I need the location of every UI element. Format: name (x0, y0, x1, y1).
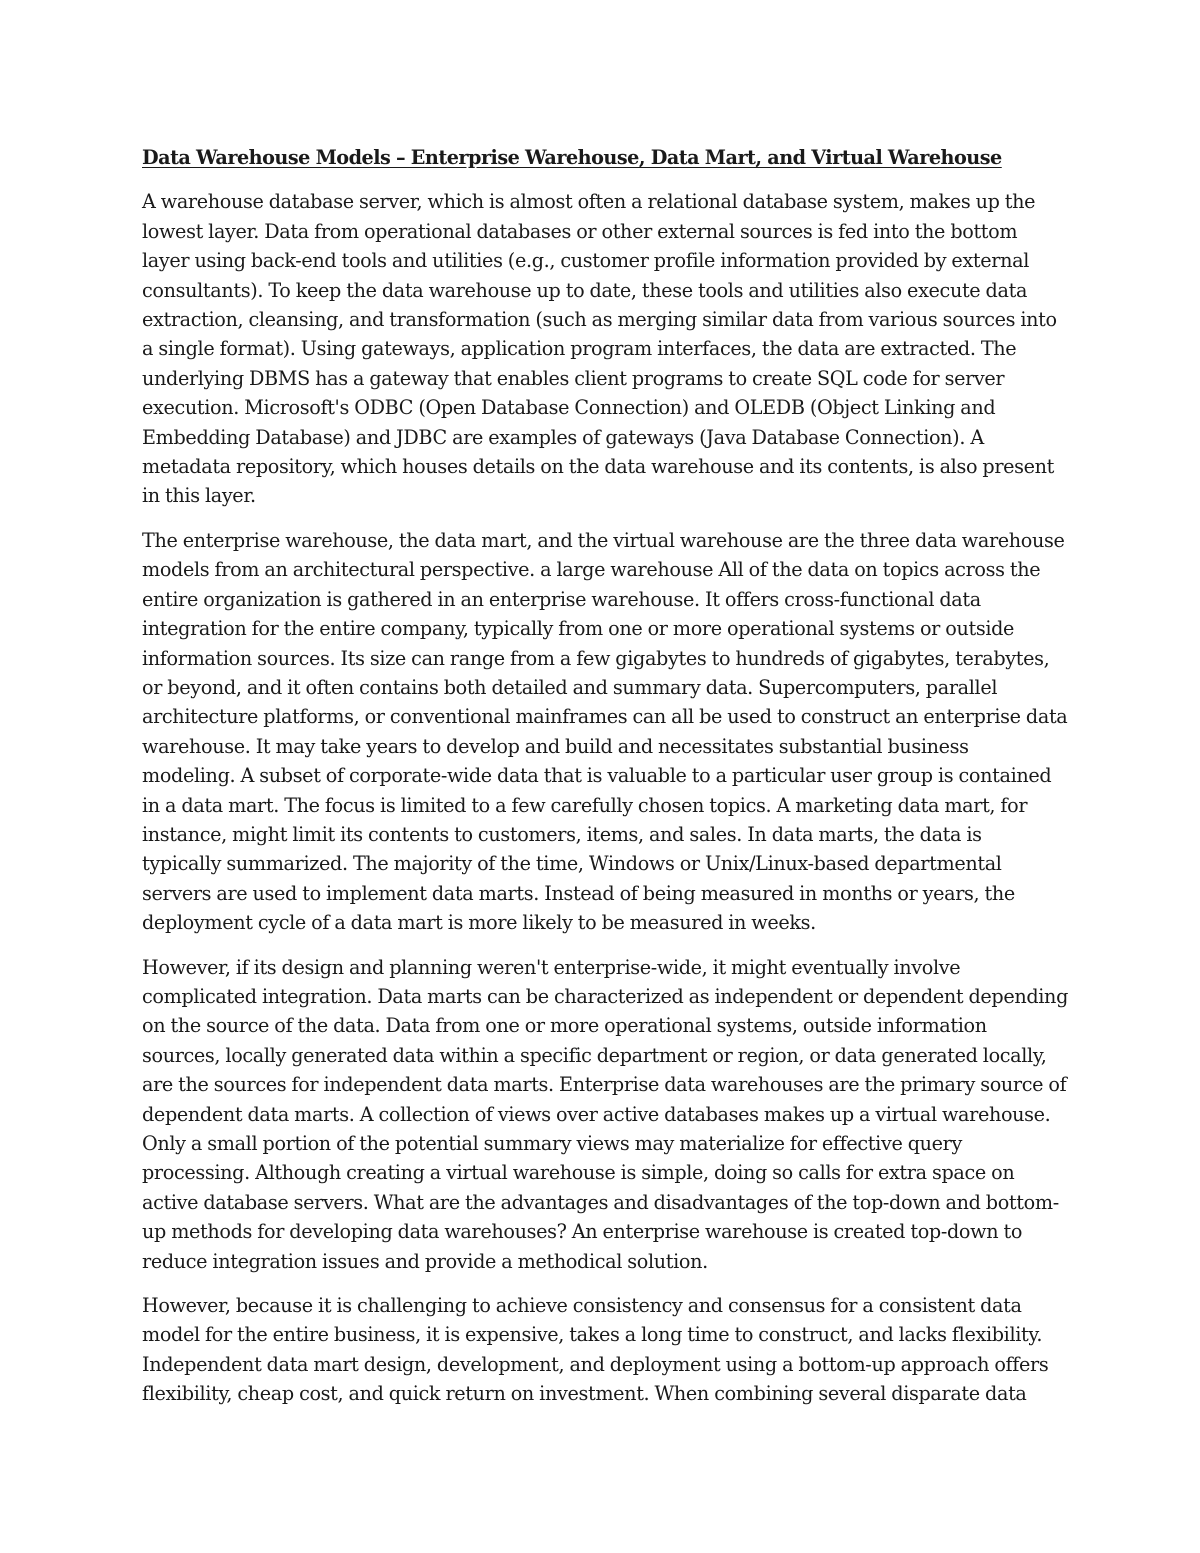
paragraph-line: model for the entire business, it is expensive, takes a long time to construct, and lacks flexibility. (142, 1323, 1043, 1347)
paragraph-line: A warehouse database server, which is almost often a relational database system, makes up the (142, 190, 1036, 214)
paragraph-line: are the sources for independent data marts. Enterprise data warehouses are the primary source of (142, 1073, 1067, 1097)
paragraph-line: reduce integration issues and provide a methodical solution. (142, 1249, 708, 1273)
paragraph-line: models from an architectural perspective. a large warehouse All of the data on topics across the (142, 558, 1041, 582)
paragraph-line: servers are used to implement data marts. Instead of being measured in months or years, the (142, 881, 1015, 905)
paragraph-line: dependent data marts. A collection of views over active databases makes up a virtual warehouse. (142, 1102, 1051, 1126)
paragraph-line: typically summarized. The majority of the time, Windows or Unix/Linux-based departmental (142, 852, 1002, 876)
paragraph-line: extraction, cleansing, and transformation (such as merging similar data from various sources into (142, 308, 1057, 332)
paragraph-line: a single format). Using gateways, application program interfaces, the data are extracted. The (142, 337, 1017, 361)
paragraph-line: layer using back-end tools and utilities (e.g., customer profile information provided by external (142, 249, 1029, 273)
paragraph-line: on the source of the data. Data from one or more operational systems, outside information (142, 1014, 987, 1038)
paragraph-line: consultants). To keep the data warehouse up to date, these tools and utilities also execute data (142, 278, 1028, 302)
document-page (142, 143, 1068, 1424)
paragraph-line: in this layer. (142, 484, 256, 508)
paragraph-line: active database servers. What are the advantages and disadvantages of the top-down and bottom- (142, 1190, 1059, 1214)
body-paragraph (142, 1291, 1062, 1409)
document-title: Data Warehouse Models – Enterprise Warehouse, Data Mart, and Virtual Warehouse (142, 146, 1002, 169)
paragraph-line: up methods for developing data warehouses? An enterprise warehouse is created top-down to (142, 1220, 1023, 1244)
body-paragraph (142, 187, 1062, 510)
paragraph-line: processing. Although creating a virtual warehouse is simple, doing so calls for extra space on (142, 1161, 1015, 1185)
paragraph-line: flexibility, cheap cost, and quick return on investment. When combining several disparate data (142, 1382, 1027, 1406)
paragraph-line: instance, might limit its contents to customers, items, and sales. In data marts, the data is (142, 822, 982, 846)
paragraph-line: sources, locally generated data within a specific department or region, or data generated locally, (142, 1043, 1047, 1067)
paragraph-line: underlying DBMS has a gateway that enables client programs to create SQL code for server (142, 366, 1005, 390)
paragraph-line: or beyond, and it often contains both detailed and summary data. Supercomputers, parallel (142, 675, 998, 699)
paragraph-line: integration for the entire company, typically from one or more operational systems or outside (142, 617, 1015, 641)
paragraph-line: metadata repository, which houses details on the data warehouse and its contents, is also present (142, 455, 1055, 479)
document-body (142, 187, 1068, 1408)
paragraph-line: However, if its design and planning weren't enterprise-wide, it might eventually involve (142, 955, 961, 979)
paragraph-line: Embedding Database) and JDBC are examples of gateways (Java Database Connection). A (142, 425, 984, 449)
paragraph-line: complicated integration. Data marts can be characterized as independent or dependent depending (142, 984, 1068, 1008)
paragraph-line: Only a small portion of the potential summary views may materialize for effective query (142, 1132, 962, 1155)
paragraph-line: However, because it is challenging to achieve consistency and consensus for a consistent data (142, 1294, 1022, 1318)
paragraph-line: warehouse. It may take years to develop and build and necessitates substantial business (142, 734, 969, 758)
body-paragraph (142, 526, 1068, 938)
body-paragraph (142, 953, 1068, 1276)
paragraph-line: deployment cycle of a data mart is more likely to be measured in weeks. (142, 911, 816, 935)
paragraph-line: in a data mart. The focus is limited to a few carefully chosen topics. A marketing data mart, for (142, 793, 1028, 817)
paragraph-line: Independent data mart design, development, and deployment using a bottom-up approach offers (142, 1352, 1049, 1376)
paragraph-line: architecture platforms, or conventional mainframes can all be used to construct an enterprise data (142, 705, 1068, 729)
paragraph-line: lowest layer. Data from operational databases or other external sources is fed into the bottom (142, 219, 1018, 243)
paragraph-line: modeling. A subset of corporate-wide data that is valuable to a particular user group is contained (142, 764, 1052, 788)
paragraph-line: execution. Microsoft's ODBC (Open Database Connection) and OLEDB (Object Linking and (142, 396, 996, 420)
paragraph-line: entire organization is gathered in an enterprise warehouse. It offers cross-functional data (142, 587, 981, 611)
paragraph-line: The enterprise warehouse, the data mart, and the virtual warehouse are the three data warehouse (142, 528, 1065, 552)
paragraph-line: information sources. Its size can range from a few gigabytes to hundreds of gigabytes, terabytes, (142, 646, 1050, 670)
